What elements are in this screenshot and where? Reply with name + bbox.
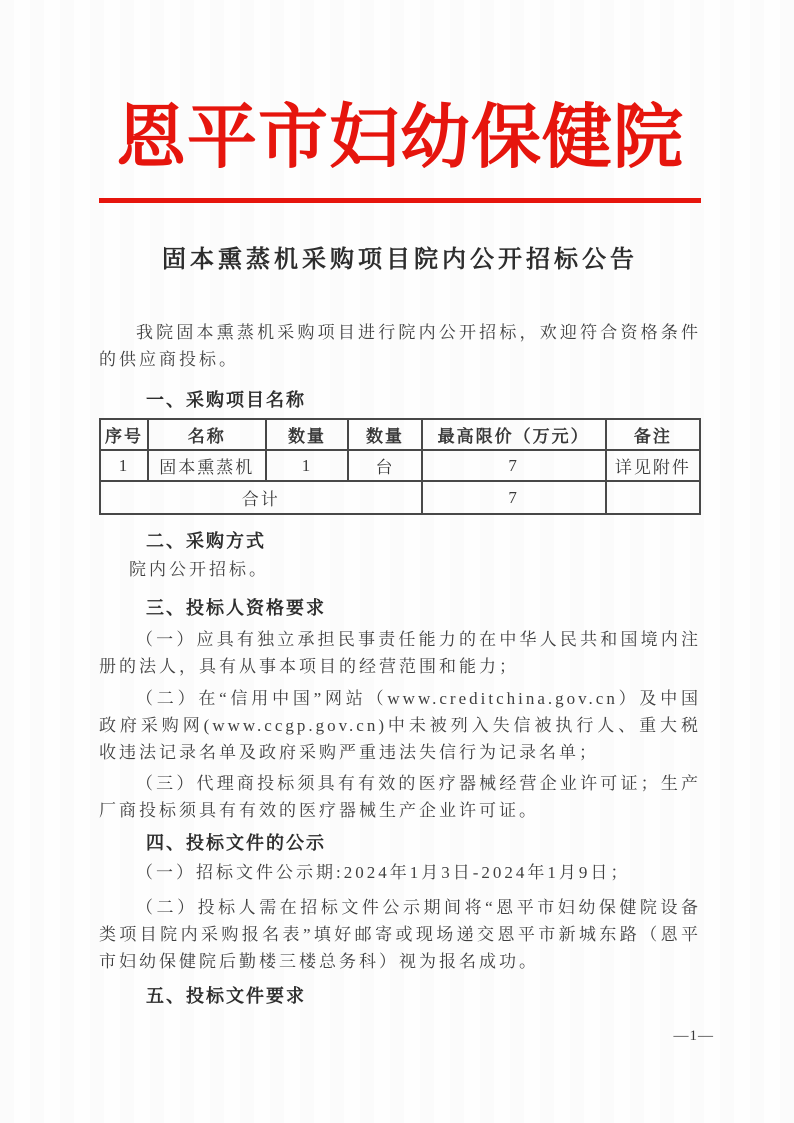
publication-item-1: （一）招标文件公示期:2024年1月3日-2024年1月9日； (136, 863, 631, 882)
cell-seq: 1 (100, 450, 148, 481)
publication-item-2: （二）投标人需在招标文件公示期间将“恩平市妇幼保健院设备类项目院内采购报名表”填好邮寄或现场递交恩平市新城东路（恩平市妇幼保健院后勤楼三楼总务科）视为报名成功。 (99, 898, 701, 971)
page-number: —1— (673, 1028, 714, 1044)
procurement-table (99, 418, 701, 515)
section-heading-2: 二、采购方式 (146, 531, 266, 551)
col-header-maxprice: 最高限价（万元） (422, 419, 606, 450)
cell-maxprice: 7 (422, 450, 606, 481)
intro-paragraph: 我院固本熏蒸机采购项目进行院内公开招标，欢迎符合资格条件的供应商投标。 (99, 323, 701, 369)
cell-qty: 1 (266, 450, 349, 481)
section-heading-3: 三、投标人资格要求 (146, 598, 326, 618)
section-heading-4: 四、投标文件的公示 (146, 833, 326, 853)
org-name-title: 恩平市妇幼保健院 (116, 100, 684, 177)
col-header-name: 名称 (148, 419, 266, 450)
total-note (606, 481, 700, 514)
col-header-qty: 数量 (266, 419, 349, 450)
col-header-qty2: 数量 (348, 419, 421, 450)
cell-unit: 台 (348, 450, 421, 481)
table-total-row (100, 481, 700, 514)
masthead-rule (99, 198, 701, 203)
table-header-row (100, 419, 700, 450)
col-header-note: 备注 (606, 419, 700, 450)
total-label: 合计 (100, 481, 422, 514)
masthead (99, 0, 701, 203)
qualification-item-1: （一）应具有独立承担民事责任能力的在中华人民共和国境内注册的法人，具有从事本项目的经营范围和能力； (99, 630, 701, 676)
section-2-paragraph: 院内公开招标。 (129, 560, 269, 579)
table-row (100, 450, 700, 481)
qualification-item-3: （三）代理商投标须具有有效的医疗器械经营企业许可证；生产厂商投标须具有有效的医疗器械生产企业许可证。 (99, 774, 701, 820)
col-header-seq: 序号 (100, 419, 148, 450)
cell-note: 详见附件 (606, 450, 700, 481)
total-maxprice: 7 (422, 481, 606, 514)
section-heading-1: 一、采购项目名称 (146, 390, 306, 410)
cell-name: 固本熏蒸机 (148, 450, 266, 481)
section-heading-5: 五、投标文件要求 (146, 986, 306, 1006)
announcement-title: 固本熏蒸机采购项目院内公开招标公告 (162, 247, 638, 273)
qualification-item-2: （二）在“信用中国”网站（www.creditchina.gov.cn）及中国政府采购网(www.ccgp.gov.cn)中未被列入失信被执行人、重大税收违法记录名单及政府采购严重违法失信行为记录名单； (99, 689, 701, 762)
